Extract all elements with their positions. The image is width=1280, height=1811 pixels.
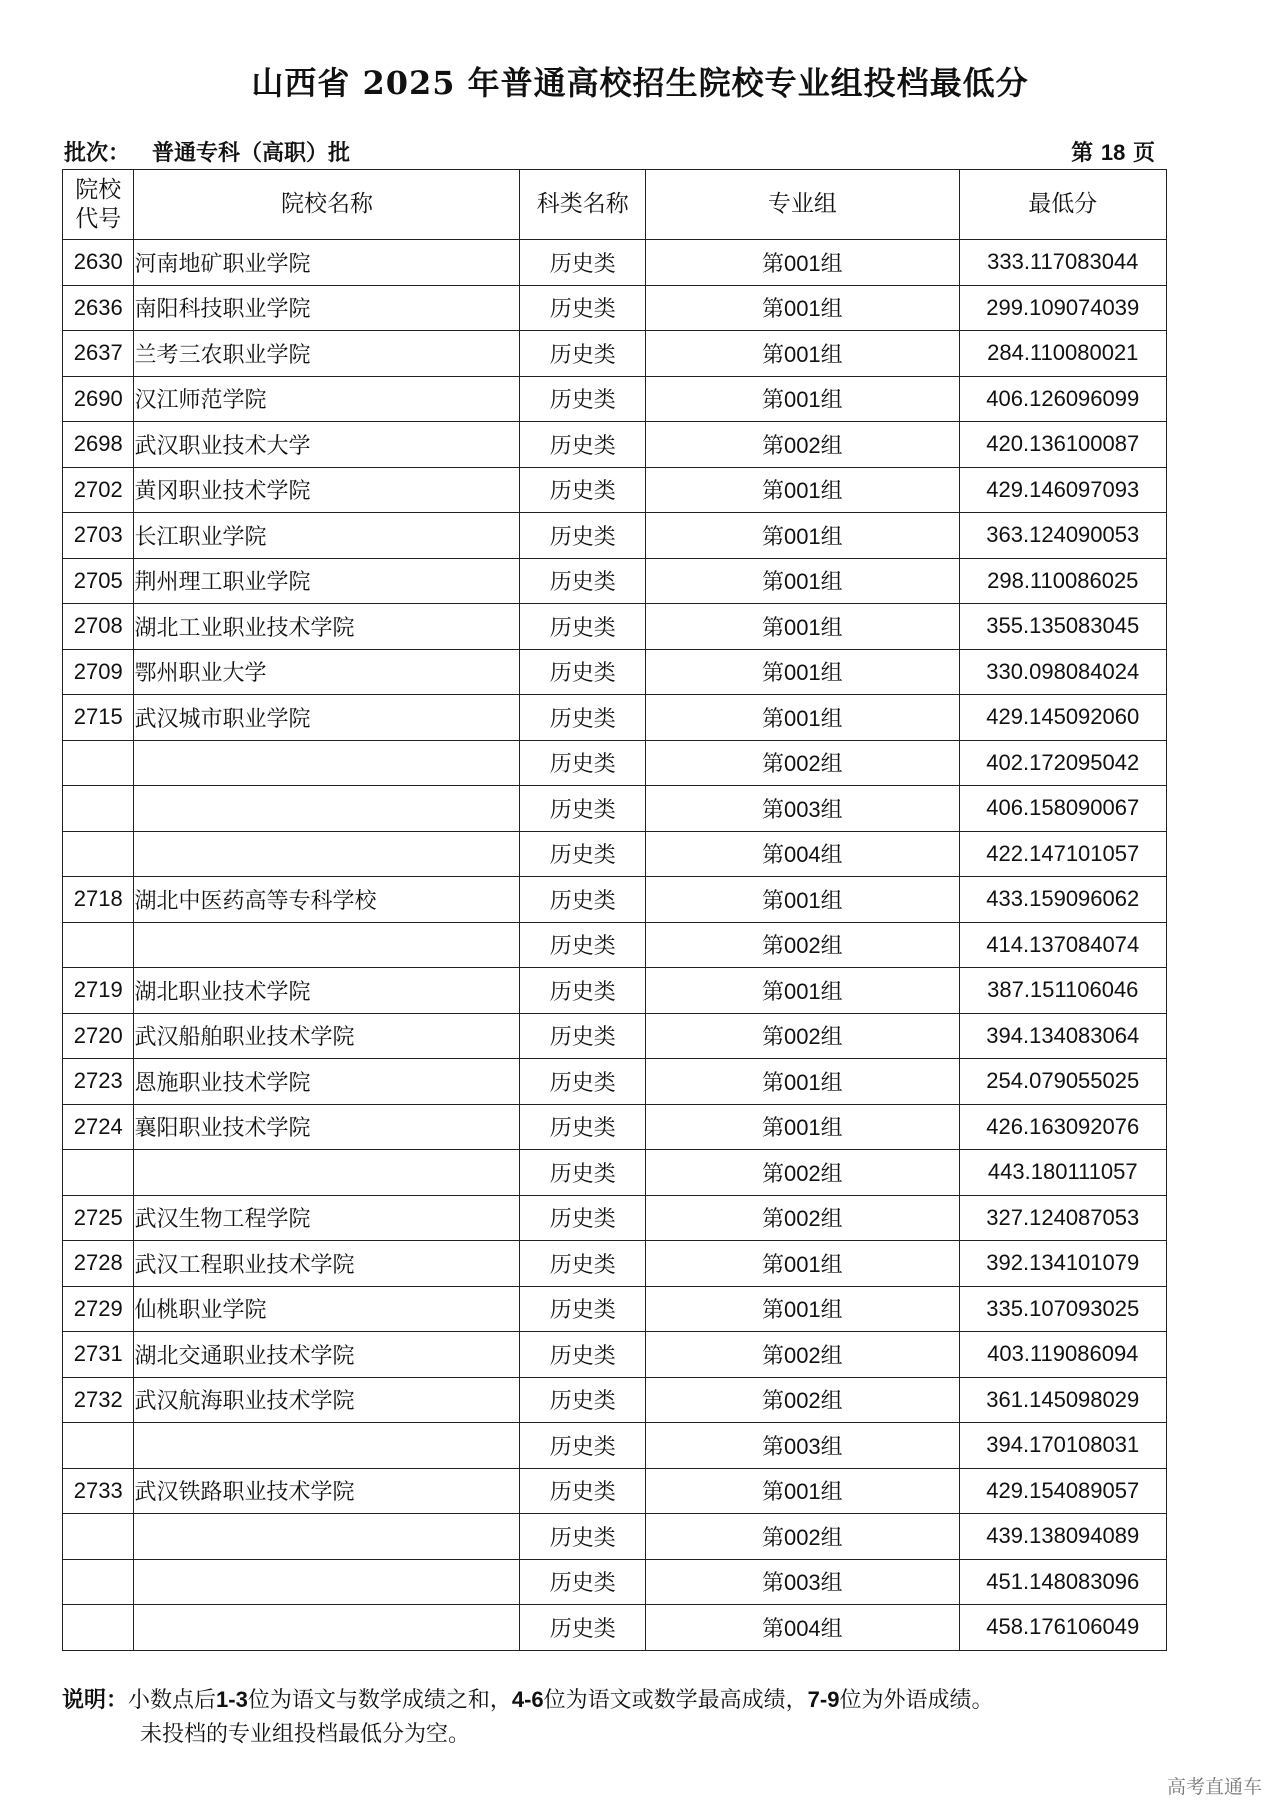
min-score-cell: 443.180111057 xyxy=(959,1150,1166,1196)
min-score-cell: 330.098084024 xyxy=(959,649,1166,695)
table-row xyxy=(63,1104,1167,1150)
table-row xyxy=(63,1423,1167,1469)
table-row xyxy=(63,786,1167,832)
category-cell: 历史类 xyxy=(520,331,646,377)
group-cell: 第001组 xyxy=(646,649,959,695)
school-code-cell: 2719 xyxy=(63,968,134,1014)
category-cell: 历史类 xyxy=(520,740,646,786)
min-score-cell: 406.158090067 xyxy=(959,786,1166,832)
group-cell: 第001组 xyxy=(646,604,959,650)
school-code-cell: 2729 xyxy=(63,1286,134,1332)
table-row xyxy=(63,922,1167,968)
table-row xyxy=(63,1377,1167,1423)
school-code-cell: 2630 xyxy=(63,240,134,286)
min-score-cell: 402.172095042 xyxy=(959,740,1166,786)
min-score-cell: 429.146097093 xyxy=(959,467,1166,513)
group-cell: 第002组 xyxy=(646,922,959,968)
header-code: 院校代号 xyxy=(63,170,134,240)
school-name-cell: 荆州理工职业学院 xyxy=(134,558,520,604)
category-cell: 历史类 xyxy=(520,877,646,923)
category-cell: 历史类 xyxy=(520,1605,646,1651)
school-name-cell: 鄂州职业大学 xyxy=(134,649,520,695)
min-score-cell: 335.107093025 xyxy=(959,1286,1166,1332)
school-code-cell: 2718 xyxy=(63,877,134,923)
min-score-cell: 387.151106046 xyxy=(959,968,1166,1014)
group-cell: 第001组 xyxy=(646,376,959,422)
school-name-cell: 汉江师范学院 xyxy=(134,376,520,422)
school-code-cell xyxy=(63,740,134,786)
category-cell: 历史类 xyxy=(520,604,646,650)
school-name-cell: 襄阳职业技术学院 xyxy=(134,1104,520,1150)
group-cell: 第001组 xyxy=(646,467,959,513)
category-cell: 历史类 xyxy=(520,422,646,468)
min-score-cell: 429.154089057 xyxy=(959,1468,1166,1514)
table-row xyxy=(63,1195,1167,1241)
category-cell: 历史类 xyxy=(520,1150,646,1196)
school-name-cell: 武汉职业技术大学 xyxy=(134,422,520,468)
school-name-cell: 长江职业学院 xyxy=(134,513,520,559)
min-score-cell: 406.126096099 xyxy=(959,376,1166,422)
school-code-cell xyxy=(63,1514,134,1560)
school-code-cell: 2703 xyxy=(63,513,134,559)
category-cell: 历史类 xyxy=(520,922,646,968)
table-row xyxy=(63,695,1167,741)
table-row xyxy=(63,1150,1167,1196)
header-name: 院校名称 xyxy=(134,170,520,240)
group-cell: 第002组 xyxy=(646,1013,959,1059)
group-cell: 第001组 xyxy=(646,1104,959,1150)
header-category: 科类名称 xyxy=(520,170,646,240)
group-cell: 第001组 xyxy=(646,1241,959,1287)
page-title: 山西省 2025 年普通高校招生院校专业组投档最低分 xyxy=(251,64,1029,102)
school-name-cell: 武汉城市职业学院 xyxy=(134,695,520,741)
page-number-value: 18 xyxy=(1100,140,1126,165)
min-score-cell: 422.147101057 xyxy=(959,831,1166,877)
group-cell: 第001组 xyxy=(646,513,959,559)
category-cell: 历史类 xyxy=(520,1559,646,1605)
school-name-cell: 湖北职业技术学院 xyxy=(134,968,520,1014)
category-cell: 历史类 xyxy=(520,285,646,331)
min-score-cell: 414.137084074 xyxy=(959,922,1166,968)
footnote-line-1: 说明：小数点后1-3位为语文与数学成绩之和，4-6位为语文或数学最高成绩，7-9位为外语成绩。 xyxy=(62,1687,994,1713)
table-row xyxy=(63,968,1167,1014)
table-row xyxy=(63,831,1167,877)
group-cell: 第001组 xyxy=(646,331,959,377)
school-name-cell xyxy=(134,740,520,786)
category-cell: 历史类 xyxy=(520,1514,646,1560)
group-cell: 第001组 xyxy=(646,558,959,604)
group-cell: 第001组 xyxy=(646,240,959,286)
group-cell: 第003组 xyxy=(646,1559,959,1605)
category-cell: 历史类 xyxy=(520,1332,646,1378)
batch-value: 普通专科（高职）批 xyxy=(152,140,351,166)
school-code-cell: 2728 xyxy=(63,1241,134,1287)
school-name-cell xyxy=(134,1150,520,1196)
table-row xyxy=(63,558,1167,604)
school-name-cell xyxy=(134,1559,520,1605)
group-cell: 第004组 xyxy=(646,831,959,877)
table-row xyxy=(63,240,1167,286)
table-row xyxy=(63,1332,1167,1378)
min-score-cell: 420.136100087 xyxy=(959,422,1166,468)
school-code-cell: 2724 xyxy=(63,1104,134,1150)
category-cell: 历史类 xyxy=(520,831,646,877)
category-cell: 历史类 xyxy=(520,968,646,1014)
min-score-cell: 458.176106049 xyxy=(959,1605,1166,1651)
school-code-cell: 2731 xyxy=(63,1332,134,1378)
table-row xyxy=(63,1013,1167,1059)
school-code-cell: 2733 xyxy=(63,1468,134,1514)
school-name-cell: 仙桃职业学院 xyxy=(134,1286,520,1332)
table-header-row xyxy=(63,170,1167,240)
group-cell: 第002组 xyxy=(646,1332,959,1378)
category-cell: 历史类 xyxy=(520,240,646,286)
min-score-cell: 451.148083096 xyxy=(959,1559,1166,1605)
min-score-cell: 392.134101079 xyxy=(959,1241,1166,1287)
table-row xyxy=(63,467,1167,513)
min-score-cell: 403.119086094 xyxy=(959,1332,1166,1378)
min-score-cell: 361.145098029 xyxy=(959,1377,1166,1423)
table-row xyxy=(63,1059,1167,1105)
school-code-cell: 2637 xyxy=(63,331,134,377)
school-code-cell: 2708 xyxy=(63,604,134,650)
table-row xyxy=(63,649,1167,695)
category-cell: 历史类 xyxy=(520,1423,646,1469)
table-row xyxy=(63,513,1167,559)
school-name-cell: 湖北交通职业技术学院 xyxy=(134,1332,520,1378)
group-cell: 第002组 xyxy=(646,1150,959,1196)
school-name-cell xyxy=(134,1605,520,1651)
school-code-cell xyxy=(63,831,134,877)
page-prefix: 第 xyxy=(1071,140,1101,166)
school-name-cell: 武汉铁路职业技术学院 xyxy=(134,1468,520,1514)
table-row xyxy=(63,877,1167,923)
group-cell: 第002组 xyxy=(646,1377,959,1423)
school-code-cell: 2709 xyxy=(63,649,134,695)
category-cell: 历史类 xyxy=(520,649,646,695)
school-code-cell: 2715 xyxy=(63,695,134,741)
school-name-cell: 武汉生物工程学院 xyxy=(134,1195,520,1241)
category-cell: 历史类 xyxy=(520,376,646,422)
school-code-cell xyxy=(63,1150,134,1196)
school-name-cell: 湖北工业职业技术学院 xyxy=(134,604,520,650)
table-row xyxy=(63,1605,1167,1651)
min-score-cell: 254.079055025 xyxy=(959,1059,1166,1105)
school-name-cell xyxy=(134,1514,520,1560)
table-row xyxy=(63,422,1167,468)
table-row xyxy=(63,331,1167,377)
min-score-cell: 355.135083045 xyxy=(959,604,1166,650)
category-cell: 历史类 xyxy=(520,1013,646,1059)
group-cell: 第001组 xyxy=(646,1059,959,1105)
min-score-cell: 426.163092076 xyxy=(959,1104,1166,1150)
school-name-cell: 黄冈职业技术学院 xyxy=(134,467,520,513)
min-score-cell: 439.138094089 xyxy=(959,1514,1166,1560)
school-name-cell: 恩施职业技术学院 xyxy=(134,1059,520,1105)
group-cell: 第002组 xyxy=(646,422,959,468)
page-number xyxy=(1071,136,1155,167)
school-code-cell xyxy=(63,1605,134,1651)
school-name-cell xyxy=(134,922,520,968)
school-code-cell: 2705 xyxy=(63,558,134,604)
category-cell: 历史类 xyxy=(520,513,646,559)
footnote-label: 说明： xyxy=(62,1687,129,1713)
group-cell: 第001组 xyxy=(646,968,959,1014)
school-name-cell: 南阳科技职业学院 xyxy=(134,285,520,331)
table-row xyxy=(63,285,1167,331)
table-row xyxy=(63,740,1167,786)
group-cell: 第003组 xyxy=(646,786,959,832)
school-code-cell: 2720 xyxy=(63,1013,134,1059)
category-cell: 历史类 xyxy=(520,1286,646,1332)
school-name-cell: 武汉工程职业技术学院 xyxy=(134,1241,520,1287)
school-name-cell xyxy=(134,831,520,877)
table-row xyxy=(63,1559,1167,1605)
group-cell: 第002组 xyxy=(646,1514,959,1560)
school-name-cell: 武汉航海职业技术学院 xyxy=(134,1377,520,1423)
category-cell: 历史类 xyxy=(520,1241,646,1287)
category-cell: 历史类 xyxy=(520,1195,646,1241)
school-name-cell xyxy=(134,786,520,832)
category-cell: 历史类 xyxy=(520,1377,646,1423)
min-score-cell: 394.134083064 xyxy=(959,1013,1166,1059)
table-row xyxy=(63,1514,1167,1560)
category-cell: 历史类 xyxy=(520,1104,646,1150)
header-score: 最低分 xyxy=(959,170,1166,240)
school-code-cell: 2725 xyxy=(63,1195,134,1241)
min-score-cell: 298.110086025 xyxy=(959,558,1166,604)
school-code-cell xyxy=(63,922,134,968)
group-cell: 第003组 xyxy=(646,1423,959,1469)
table-row xyxy=(63,1468,1167,1514)
min-score-cell: 433.159096062 xyxy=(959,877,1166,923)
group-cell: 第001组 xyxy=(646,1468,959,1514)
school-code-cell xyxy=(63,1559,134,1605)
school-code-cell xyxy=(63,786,134,832)
school-code-cell: 2702 xyxy=(63,467,134,513)
category-cell: 历史类 xyxy=(520,558,646,604)
page-suffix: 页 xyxy=(1125,140,1155,166)
min-score-cell: 299.109074039 xyxy=(959,285,1166,331)
school-name-cell: 河南地矿职业学院 xyxy=(134,240,520,286)
school-code-cell xyxy=(63,1423,134,1469)
group-cell: 第002组 xyxy=(646,1195,959,1241)
school-name-cell xyxy=(134,1423,520,1469)
group-cell: 第001组 xyxy=(646,695,959,741)
table-row xyxy=(63,376,1167,422)
group-cell: 第001组 xyxy=(646,285,959,331)
school-name-cell: 湖北中医药高等专科学校 xyxy=(134,877,520,923)
category-cell: 历史类 xyxy=(520,786,646,832)
category-cell: 历史类 xyxy=(520,1468,646,1514)
school-code-cell: 2723 xyxy=(63,1059,134,1105)
header-group: 专业组 xyxy=(646,170,959,240)
footnote-line-2: 未投档的专业组投档最低分为空。 xyxy=(140,1722,471,1747)
watermark: 高考直通车 xyxy=(1166,1776,1262,1798)
school-code-cell: 2690 xyxy=(63,376,134,422)
table-row xyxy=(63,1241,1167,1287)
group-cell: 第004组 xyxy=(646,1605,959,1651)
batch-label: 批次： xyxy=(64,140,131,166)
min-score-cell: 333.117083044 xyxy=(959,240,1166,286)
school-name-cell: 兰考三农职业学院 xyxy=(134,331,520,377)
school-code-cell: 2636 xyxy=(63,285,134,331)
min-score-cell: 363.124090053 xyxy=(959,513,1166,559)
group-cell: 第001组 xyxy=(646,1286,959,1332)
min-score-cell: 284.110080021 xyxy=(959,331,1166,377)
category-cell: 历史类 xyxy=(520,467,646,513)
table-row xyxy=(63,604,1167,650)
school-code-cell: 2698 xyxy=(63,422,134,468)
footnote xyxy=(62,1683,993,1752)
min-score-cell: 394.170108031 xyxy=(959,1423,1166,1469)
admission-score-table xyxy=(62,169,1167,1651)
category-cell: 历史类 xyxy=(520,695,646,741)
group-cell: 第002组 xyxy=(646,740,959,786)
category-cell: 历史类 xyxy=(520,1059,646,1105)
school-name-cell: 武汉船舶职业技术学院 xyxy=(134,1013,520,1059)
group-cell: 第001组 xyxy=(646,877,959,923)
min-score-cell: 327.124087053 xyxy=(959,1195,1166,1241)
table-row xyxy=(63,1286,1167,1332)
min-score-cell: 429.145092060 xyxy=(959,695,1166,741)
school-code-cell: 2732 xyxy=(63,1377,134,1423)
